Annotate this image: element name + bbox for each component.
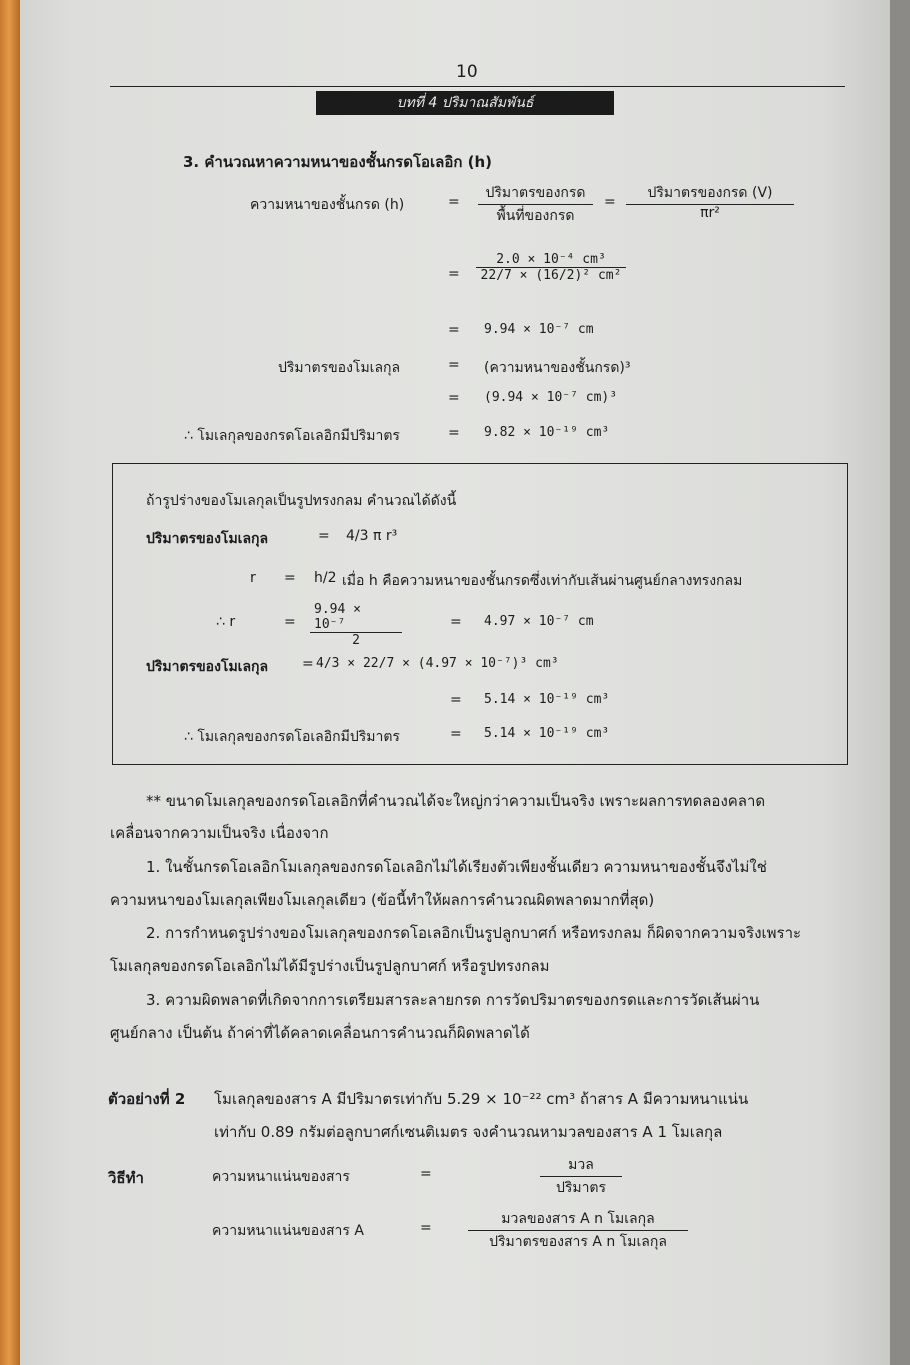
fraction-volume-pir2 <box>626 182 794 221</box>
example-text-b: เท่ากับ 0.89 กรัมต่อลูกบาศก์เซนติเมตร จงคำนวณหามวลของสาร A 1 โมเลกุล <box>214 1123 723 1141</box>
fraction-numerator: ปริมาตรของกรด <box>485 185 586 201</box>
chapter-label: บทที่ 4 ปริมาณสัมพันธ์ <box>316 91 614 115</box>
equals-sign: = <box>604 194 616 210</box>
note-item-3a: 3. ความผิดพลาดที่เกิดจากการเตรียมสารละลายกรด การวัดปริมาตรของกรดและการวัดเส้นผ่าน <box>146 991 760 1009</box>
page-number: 10 <box>456 62 478 82</box>
fraction-densityA <box>468 1208 688 1253</box>
fraction-numerator: มวล <box>568 1157 594 1173</box>
conclusion-value: 9.82 × 10⁻¹⁹ cm³ <box>484 425 610 440</box>
equals-sign: = <box>450 726 462 742</box>
r-value: 4.97 × 10⁻⁷ cm <box>484 614 594 629</box>
equals-sign: = <box>448 266 460 282</box>
equals-sign: = <box>448 322 460 338</box>
note-item-1a: 1. ในชั้นกรดโอเลอิกโมเลกุลของกรดโอเลอิกไม่ได้เรียงตัวเพียงชั้นเดียว ความหนาของชั้นจึงไม่ใช่ <box>146 858 767 876</box>
box-intro: ถ้ารูปร่างของโมเลกุลเป็นรูปทรงกลม คำนวณได้ดังนี้ <box>146 493 457 509</box>
note-intro-2: เคลื่อนจากความเป็นจริง เนื่องจาก <box>110 824 329 842</box>
header-rule <box>110 86 845 87</box>
sphere-formula: 4/3 π r³ <box>346 528 398 544</box>
r-label: r <box>250 570 256 586</box>
fraction-denominator: πr² <box>700 205 720 221</box>
equals-sign: = <box>284 570 296 586</box>
fraction-volume-area <box>478 182 593 227</box>
page-edge-shadow <box>890 0 910 1365</box>
volume-formula: (ความหนาของชั้นกรด)³ <box>484 360 631 376</box>
volume-value: 5.14 × 10⁻¹⁹ cm³ <box>484 692 610 707</box>
fraction-denominator: พื้นที่ของกรด <box>496 208 575 224</box>
fraction-numerator: ปริมาตรของกรด (V) <box>647 185 773 201</box>
therefore-r: ∴ r <box>216 614 236 630</box>
fraction-denominator: ปริมาตรของสาร A n โมเลกุล <box>489 1234 667 1250</box>
fraction-numerator: มวลของสาร A n โมเลกุล <box>501 1211 655 1227</box>
equals-sign: = <box>284 614 296 630</box>
thickness-label: ความหนาของชั้นกรด (h) <box>250 197 405 213</box>
note-intro: ** ขนาดโมเลกุลของกรดโอเลอิกที่คำนวณได้จะใหญ่กว่าความเป็นจริง เพราะผลการทดลองคลาด <box>146 792 766 810</box>
box-volume-label-2: ปริมาตรของโมเลกุล <box>146 659 269 675</box>
equals-sign: = <box>448 390 460 406</box>
equals-sign: = <box>302 656 314 672</box>
equals-sign: = <box>450 692 462 708</box>
equals-sign: = <box>448 194 460 210</box>
result-h: 9.94 × 10⁻⁷ cm <box>484 322 594 337</box>
note-item-2b: โมเลกุลของกรดโอเลอิกไม่ได้มีรูปร่างเป็นรูปลูกบาศก์ หรือรูปทรงกลม <box>110 957 550 975</box>
fraction-density <box>540 1154 622 1199</box>
volume-calc: 4/3 × 22/7 × (4.97 × 10⁻⁷)³ cm³ <box>316 656 559 671</box>
box-conclusion-value: 5.14 × 10⁻¹⁹ cm³ <box>484 726 610 741</box>
box-volume-label: ปริมาตรของโมเลกุล <box>146 531 269 547</box>
fraction-denominator: 2 <box>352 633 360 648</box>
density-label: ความหนาแน่นของสาร <box>212 1169 350 1185</box>
equals-sign: = <box>448 425 460 441</box>
book-spine-edge <box>0 0 20 1365</box>
conclusion-label: ∴ โมเลกุลของกรดโอเลอิกมีปริมาตร <box>184 428 400 444</box>
fraction-r <box>310 602 402 648</box>
r-note: เมื่อ h คือความหนาของชั้นกรดซึ่งเท่ากับเส้นผ่านศูนย์กลางทรงกลม <box>342 573 743 589</box>
fraction-numerator: 2.0 × 10⁻⁴ cm³ <box>496 252 606 267</box>
method-label: วิธีทำ <box>108 1169 144 1187</box>
box-conclusion-label: ∴ โมเลกุลของกรดโอเลอิกมีปริมาตร <box>184 729 400 745</box>
equals-sign: = <box>420 1166 432 1182</box>
note-item-3b: ศูนย์กลาง เป็นต้น ถ้าค่าที่ได้คลาดเคลื่อนการคำนวณก็ผิดพลาดได้ <box>110 1024 530 1042</box>
example-label: ตัวอย่างที่ 2 <box>108 1090 186 1108</box>
densityA-label: ความหนาแน่นของสาร A <box>212 1223 364 1239</box>
volume-label: ปริมาตรของโมเลกุล <box>278 360 401 376</box>
equals-sign: = <box>318 528 330 544</box>
fraction-substitution <box>476 252 626 283</box>
fraction-denominator: ปริมาตร <box>555 1180 607 1196</box>
fraction-denominator: 22/7 × (16/2)² cm² <box>480 268 622 283</box>
r-definition: h/2 <box>314 570 337 586</box>
equals-sign: = <box>450 614 462 630</box>
volume-substitution: (9.94 × 10⁻⁷ cm)³ <box>484 390 618 405</box>
fraction-numerator: 9.94 × 10⁻⁷ <box>314 602 361 632</box>
note-item-1b: ความหนาของโมเลกุลเพียงโมเลกุลเดียว (ข้อนี้ทำให้ผลการคำนวณผิดพลาดมากที่สุด) <box>110 891 655 909</box>
equals-sign: = <box>448 357 460 373</box>
example-text-a: โมเลกุลของสาร A มีปริมาตรเท่ากับ 5.29 × 10⁻²² cm³ ถ้าสาร A มีความหนาแน่น <box>214 1090 749 1108</box>
section-heading: 3. คำนวณหาความหนาของชั้นกรดโอเลอิก (h) <box>183 153 493 171</box>
note-item-2a: 2. การกำหนดรูปร่างของโมเลกุลของกรดโอเลอิกเป็นรูปลูกบาศก์ หรือทรงกลม ก็ผิดจากความจริงเพราะ <box>146 924 802 942</box>
equals-sign: = <box>420 1220 432 1236</box>
